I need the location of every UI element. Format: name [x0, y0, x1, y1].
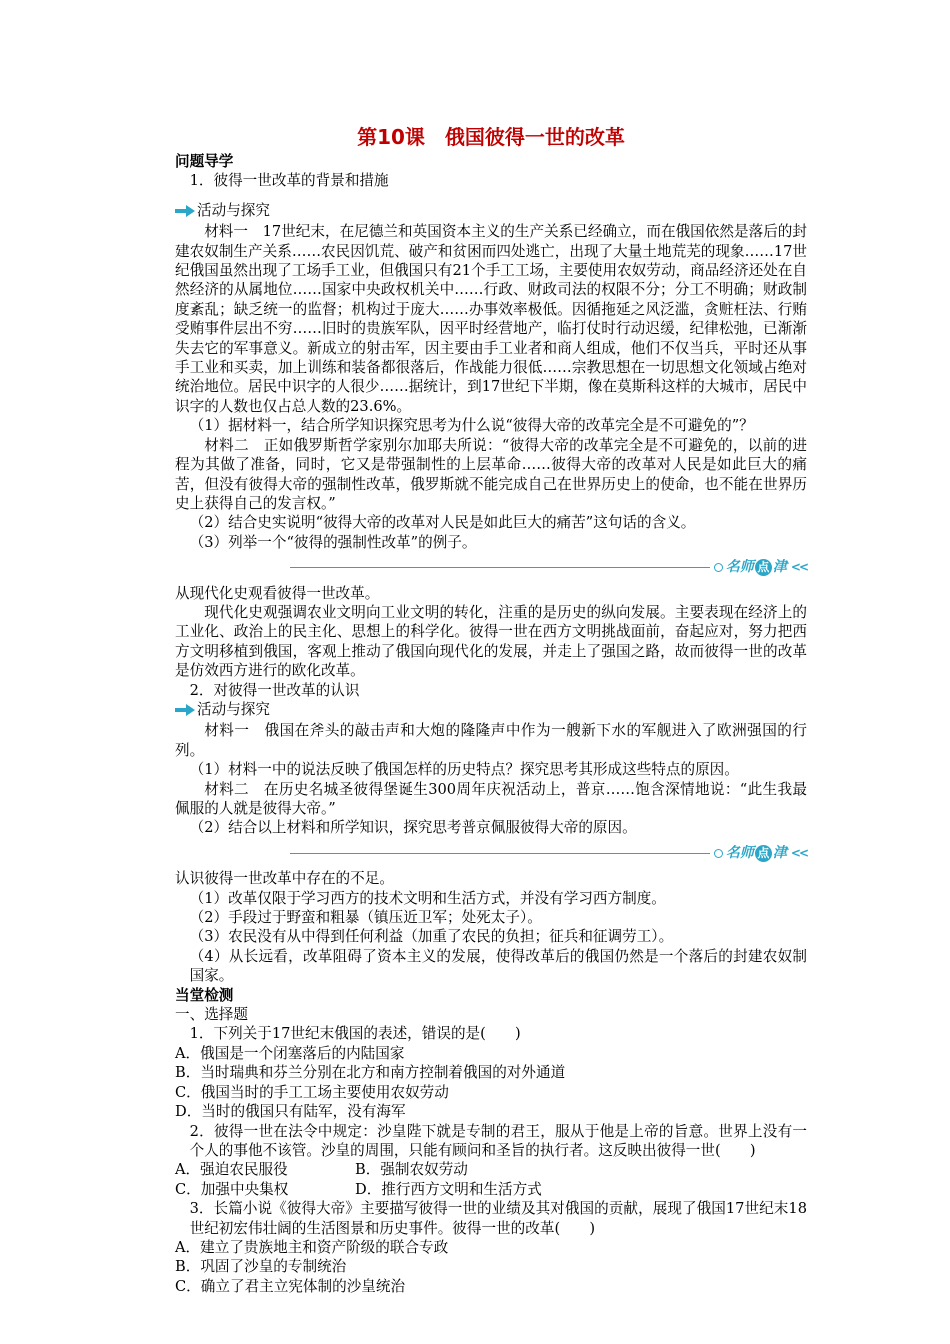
- tip-paragraph: 现代化史观强调农业文明向工业文明的转化，注重的是历史的纵向发展。主要表现在经济上的工业化、政治上的民主化、思想上的科学化。彼得一世在西方文明挑战面前，奋起应对，努力把西方文明移植到俄国，客观上推动了俄国向现代化的发展，并走上了强国之路，故而彼得一世的改革是仿效西方进行的欧化改革。: [175, 603, 807, 680]
- option-item: A．建立了贵族地主和资产阶级的联合专政: [175, 1238, 449, 1256]
- section-heading-test: 当堂检测: [175, 986, 234, 1004]
- tip-badge-text: 津: [772, 559, 787, 576]
- option-item: B．当时瑞典和芬兰分别在北方和南方控制着俄国的对外通道: [175, 1064, 566, 1082]
- divider-line: [290, 567, 710, 568]
- tip-heading: 认识彼得一世改革中存在的不足。: [175, 870, 394, 888]
- activity-label-2: [175, 700, 807, 719]
- teacher-tip-badge: [710, 844, 807, 863]
- double-chevron-icon: <<: [790, 560, 807, 575]
- option-item: D．当时的俄国只有陆军，没有海军: [175, 1103, 406, 1121]
- activity-label-1: [175, 201, 807, 220]
- option-item: B．巩固了沙皇的专制统治: [175, 1258, 347, 1276]
- option-row: [175, 1160, 807, 1179]
- teacher-tip-divider: [175, 844, 807, 863]
- question-heading-1: 1．彼得一世改革的背景和措施: [189, 172, 389, 190]
- choice-heading: 一、选择题: [175, 1006, 248, 1024]
- question-text: （3）列举一个“彼得的强制性改革”的例子。: [189, 533, 477, 551]
- test-question: 3．长篇小说《彼得大帝》主要描写彼得一世的业绩及其对俄国的贡献，展现了俄国17世纪末18世纪初宏伟壮阔的生活图景和历史事件。彼得一世的改革( ): [189, 1200, 807, 1237]
- tip-item: （1）改革仅限于学习西方的技术文明和生活方式，并没有学习西方制度。: [189, 889, 666, 907]
- test-question: 2．彼得一世在法令中规定：沙皇陛下就是专制的君王，服从于他是上帝的旨意。世界上没有一个人的事他不该管。沙皇的周围，只能有顾问和圣旨的执行者。这反映出彼得一世( ): [189, 1122, 807, 1159]
- material-paragraph: 材料二 正如俄罗斯哲学家别尔加耶夫所说：“彼得大帝的改革完全是不可避免的，以前的进程为其做了准备，同时，它又是带强制性的上层革命……彼得大帝的改革对人民是如此巨大的痛苦，但没有彼得大帝的强制性改革，俄罗斯就不能完成自己在世界历史上的使命，也不能在世界历史上获得自己的发言权。”: [175, 436, 807, 512]
- option-item: B．强制农奴劳动: [355, 1161, 468, 1179]
- tip-badge-text: 津: [772, 844, 787, 861]
- double-chevron-icon: <<: [790, 845, 807, 860]
- option-item: D．推行西方文明和生活方式: [355, 1180, 542, 1198]
- tip-item: （4）从长远看，改革阻碍了资本主义的发展，使得改革后的俄国仍然是一个落后的封建农奴制国家。: [189, 947, 807, 985]
- option-row: [175, 1180, 807, 1199]
- divider-line: [290, 853, 710, 854]
- tip-item: （3）农民没有从中得到任何利益（加重了农民的负担；征兵和征调劳工）。: [189, 928, 674, 946]
- option-item: C．确立了君主立宪体制的沙皇统治: [175, 1277, 406, 1295]
- tip-badge-highlight: 点: [755, 845, 772, 862]
- option-item: C．俄国当时的手工工场主要使用农奴劳动: [175, 1083, 449, 1101]
- tip-badge-highlight: 点: [755, 559, 772, 576]
- question-heading-2: 2．对彼得一世改革的认识: [189, 681, 360, 699]
- page-title: 第10课 俄国彼得一世的改革: [357, 125, 625, 149]
- section-heading-guide: 问题导学: [175, 153, 234, 170]
- option-item: A．俄国是一个闭塞落后的内陆国家: [175, 1044, 405, 1062]
- test-question: 1．下列关于17世纪末俄国的表述，错误的是( ): [189, 1025, 521, 1043]
- document-page: [175, 124, 807, 1296]
- tip-item: （2）手段过于野蛮和粗暴（镇压近卫军；处死太子）。: [189, 909, 542, 927]
- activity-label-text: 活动与探究: [197, 700, 270, 718]
- tip-heading: 从现代化史观看彼得一世改革。: [175, 584, 380, 602]
- question-text: （2）结合以上材料和所学知识，探究思考普京佩服彼得大帝的原因。: [189, 819, 637, 837]
- question-text: （1）材料一中的说法反映了俄国怎样的历史特点？探究思考其形成这些特点的原因。: [189, 761, 739, 779]
- material-paragraph: 材料二 在历史名城圣彼得堡诞生300周年庆祝活动上，普京……饱含深情地说：“此生我最佩服的人就是彼得大帝。”: [175, 780, 807, 817]
- question-text: （2）结合史实说明“彼得大帝的改革对人民是如此巨大的痛苦”这句话的含义。: [189, 514, 696, 532]
- circle-icon: [714, 849, 723, 858]
- arrow-icon: [175, 205, 195, 217]
- tip-badge-text: 名师: [725, 559, 754, 576]
- option-item: A．强迫农民服役: [175, 1161, 288, 1179]
- teacher-tip-divider: [175, 558, 807, 577]
- material-paragraph: 材料一 俄国在斧头的敲击声和大炮的隆隆声中作为一艘新下水的军舰进入了欧洲强国的行列。: [175, 722, 807, 759]
- circle-icon: [714, 563, 723, 572]
- activity-label-text: 活动与探究: [197, 201, 270, 219]
- question-text: （1）据材料一，结合所学知识探究思考为什么说“彼得大帝的改革完全是不可避免的”？: [189, 417, 754, 435]
- option-item: C．加强中央集权: [175, 1180, 289, 1198]
- tip-badge-text: 名师: [725, 844, 754, 861]
- teacher-tip-badge: [710, 558, 807, 577]
- arrow-icon: [175, 704, 195, 716]
- material-paragraph: 材料一 17世纪末，在尼德兰和英国资本主义的生产关系已经确立，而在俄国依然是落后的封建农奴制生产关系……农民因饥荒、破产和贫困而四处逃亡，出现了大量土地荒芜的现象……17世纪俄国虽然出现了工场手工业，但俄国只有21个手工工场，主要使用农奴劳动，商品经济还处在自然经济的从属地位……国家中央政权机关中……行政、财政司法的权限不分；分工不明确；财政制度紊乱；缺乏统一的监督；机构过于庞大……办事效率极低。因循拖延之风泛滥，贪赃枉法、行贿受贿事件层出不穷……旧时的贵族军队，因平时经营地产，临打仗时行动迟缓，纪律松弛，已渐渐失去它的军事意义。新成立的射击军，因主要由手工业者和商人组成，他们不仅当兵，平时还从事手工业和买卖，加上训练和装备都很落后，作战能力很低……宗教思想在一切思想文化领域占绝对统治地位。居民中识字的人很少……据统计，到17世纪下半期，像在莫斯科这样的大城市，居民中识字的人数也仅占总人数的23.6%。: [175, 223, 807, 415]
